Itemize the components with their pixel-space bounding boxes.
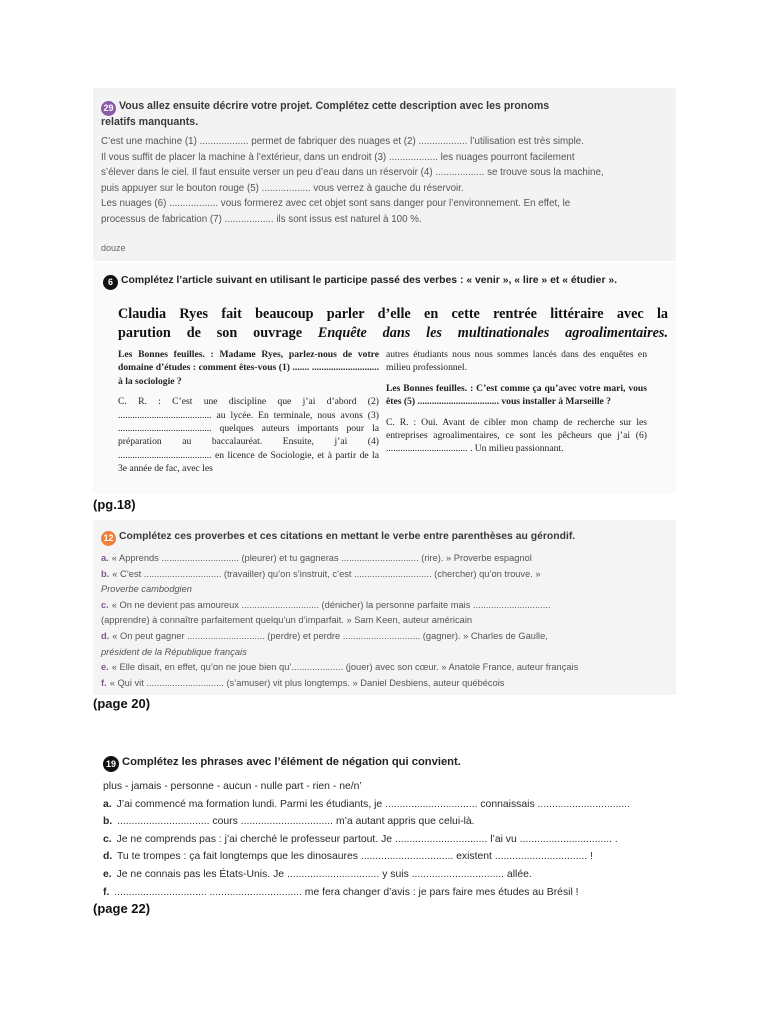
exercise-19-items [103,778,673,898]
list-item: c. « On ne devient pas amoureux .............................. (dénicher) la personne parfaite mais .............................. [101,599,551,610]
text-line: Les nuages (6) .................. vous formerez avec cet objet sont sans danger pour l’environnement. En effet, le [101,198,571,209]
exercise-12-instruction [101,531,671,546]
list-item: f. « Qui vit .............................. (s’amuser) vit plus longtemps. » Daniel Desbiens, auteur québécois [101,677,505,688]
instruction-line-1: Vous allez ensuite décrire votre projet. Complétez cette description avec les pronoms [119,100,550,112]
exercise-12-number-badge: 12 [101,531,116,546]
text-line: puis appuyer sur le bouton rouge (5) .................. vous verrez à gauche du réservoir. [101,182,464,194]
instruction-text: Complétez ces proverbes et ces citations en mettant le verbe entre parenthèses au gérondif. [119,531,576,542]
instruction-text: Complétez l’article suivant en utilisant le participe passé des verbes : « venir », « lire » et « étudier ». [121,275,618,286]
list-item: e. Je ne connais pas les États-Unis. Je ................................ y suis ................................ allée. [103,868,532,880]
interview-question-2: Les Bonnes feuilles. : C’est comme ça qu’avec votre mari, vous êtes (5) .................................. vous installer à Marseille ? [386,382,647,408]
exercise-12-scan [93,520,676,695]
instruction-text: Complétez les phrases avec l’élément de négation qui convient. [122,756,461,768]
interview-question-1: Les Bonnes feuilles. : Madame Ryes, parlez-nous de votre domaine d’études : comment êtes-vous (1) ....... ............................ à la sociologie ? [118,349,379,387]
page-reference-1: (pg.18) [93,497,136,512]
article-title-line-2: parution de son ouvrage Enquête dans les multinationales agroalimentaires. [118,325,668,341]
exercise-6-number-badge: 6 [103,275,118,290]
text-line: Il vous suffit de placer la machine à l’extérieur, dans un endroit (3) .................. les nuages pourront facilement [101,151,575,163]
interview-answer-1-continued: autres étudiants nous nous sommes lancés dans des enquêtes en milieu professionnel. [386,349,647,374]
text-line: s’élever dans le ciel. Il faut ensuite verser un peu d’eau dans un réservoir (4) .................. se trouve sous la machine, [101,167,604,178]
text-line: processus de fabrication (7) .................. ils sont issus est naturel à 100 %. [101,213,422,225]
exercise-29-scan [93,88,676,261]
article-title [118,305,668,343]
exercise-29-text [101,134,671,227]
list-item: e. « Elle disait, en effet, qu’on ne joue bien qu’.................... (jouer) avec son cœur. » Anatole France, auteur français [101,662,579,673]
exercise-19-number-badge: 19 [103,756,119,772]
instruction-line-2: relatifs manquants. [101,116,199,128]
list-item: d. « On peut gagner .............................. (perdre) et perdre .............................. (gagner). » Charles de Gaulle, [101,630,548,641]
exercise-29-number-badge: 29 [101,101,116,116]
list-item: b. « C’est .............................. (travailler) qu’on s’instruit, c’est .............................. (chercher) qu’on trouve. » [101,568,541,579]
page-reference-3: (page 22) [93,901,151,916]
exercise-6-instruction [103,275,673,290]
interview-answer-1: C. R. : C’est une discipline que j’ai d’abord (2) ....................................... au lycée. En terminale, nous avons (3) ....................................... quelques auteurs importants pour la préparation au baccalauréat. Ensuite, j’ai (4) ....................................... en licence de Sociologie, et à partir de la 3e année de fac, avec les [118,396,379,475]
list-item: f. ................................ ................................ me fera changer d’avis : je pars faire mes études au Brésil ! [103,886,579,898]
exercise-29-instruction [101,100,661,129]
exercise-6-scan [93,263,676,493]
article-right-column [386,348,647,463]
list-item: a. « Apprends .............................. (pleurer) et tu gagneras .............................. (rire). » Proverbe espagnol [101,553,532,563]
list-item: Proverbe cambodgien [101,584,192,595]
article-title-line-1: Claudia Ryes fait beaucoup parler d’elle en cette rentrée littéraire avec la [118,306,668,322]
article-left-column [118,348,379,483]
list-item: (apprendre) à connaître parfaitement quelqu’un d’imparfait. » Sam Keen, auteur américain [101,615,473,626]
list-item: c. Je ne comprends pas : j’ai cherché le professeur partout. Je ................................ l’ai vu ................................ . [103,833,618,845]
exercise-12-items [101,551,673,691]
list-item: d. Tu te trompes : ça fait longtemps que les dinosaures ................................ existent ................................ ! [103,851,593,863]
exercise-19-instruction [103,756,663,772]
interview-answer-2: C. R. : Oui. Avant de cibler mon champ de recherche sur les entreprises agroalimentaires, ce sont les pêcheurs que j’ai (6) .................................. . Un milieu passionnant. [386,416,647,455]
exercise-19-scan [93,748,676,898]
list-item: a. J’ai commencé ma formation lundi. Parmi les étudiants, je ................................ connaissais ................................ [103,798,630,810]
list-item: président de la République français [101,646,247,657]
page-reference-2: (page 20) [93,696,151,711]
page-footer-label: douze [101,243,126,253]
word-bank: plus - jamais - personne - aucun - nulle part - rien - ne/n’ [103,781,362,792]
list-item: b. ................................ cours ................................ m’a autant appris que celui-là. [103,816,475,828]
text-line: C’est une machine (1) .................. permet de fabriquer des nuages et (2) .................. l’utilisation est très simple. [101,136,584,147]
